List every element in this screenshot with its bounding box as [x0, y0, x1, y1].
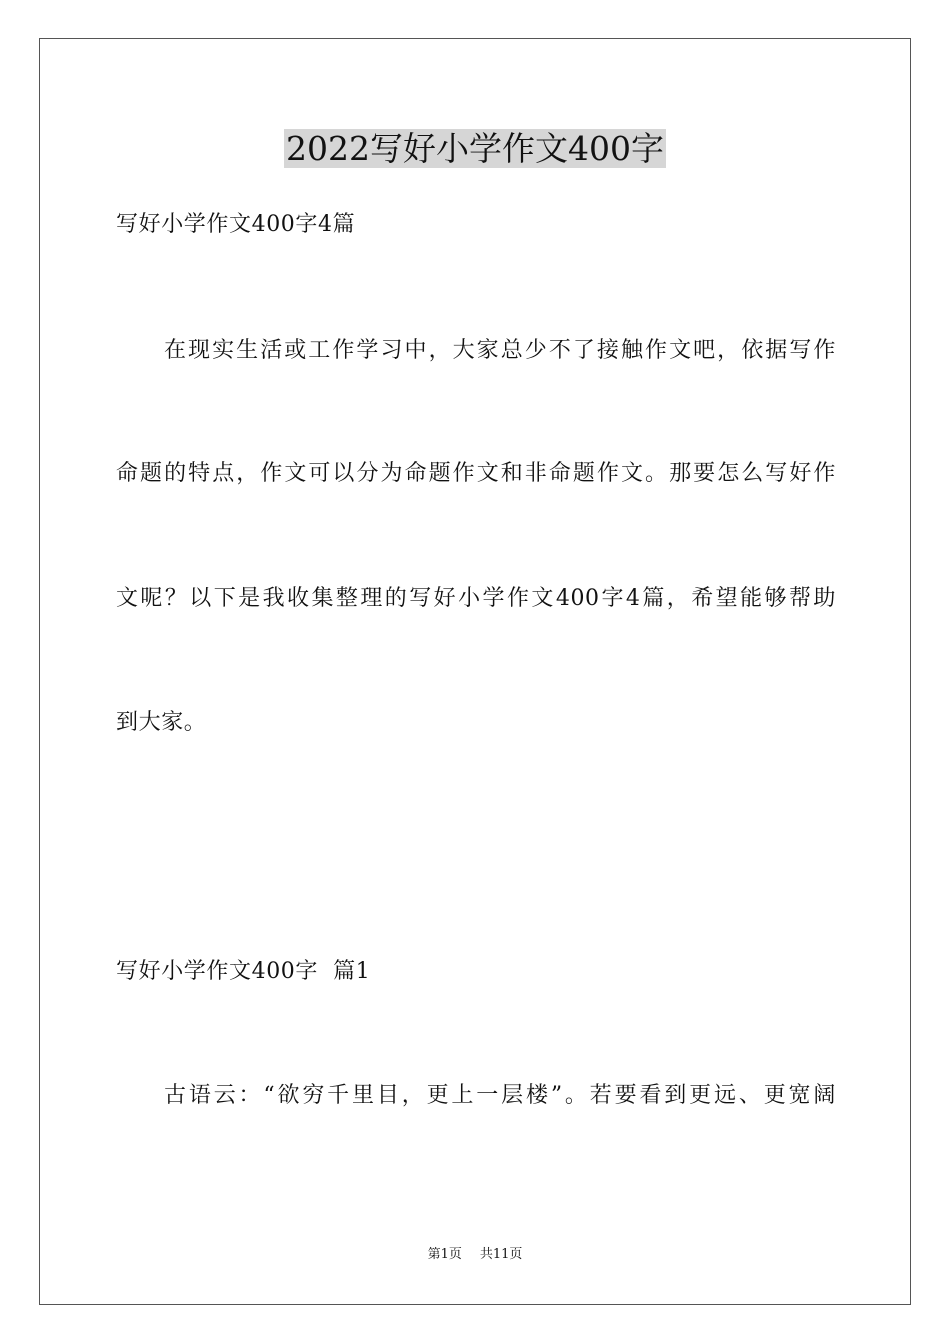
page-total: 共11页 — [479, 1247, 523, 1262]
section-heading: 写好小学作文400字 篇1 — [116, 959, 371, 984]
document-title — [0, 128, 950, 170]
intro-paragraph-line-1: 在现实生活或工作学习中，大家总少不了接触作文吧，依据写作 — [164, 338, 836, 363]
document-subtitle: 写好小学作文400字4篇 — [116, 212, 356, 237]
intro-paragraph-line-3: 文呢？以下是我收集整理的写好小学作文400字4篇，希望能够帮助 — [116, 586, 836, 611]
page-number: 第1页 — [427, 1247, 462, 1262]
page-footer — [0, 1246, 950, 1264]
document-title-text: 2022写好小学作文400字 — [286, 129, 664, 168]
intro-paragraph-line-4: 到大家。 — [116, 710, 207, 735]
intro-paragraph-line-2: 命题的特点，作文可以分为命题作文和非命题作文。那要怎么写好作 — [116, 461, 836, 486]
section-paragraph-line-1: 古语云：“欲穷千里目，更上一层楼”。若要看到更远、更宽阔 — [164, 1083, 836, 1108]
